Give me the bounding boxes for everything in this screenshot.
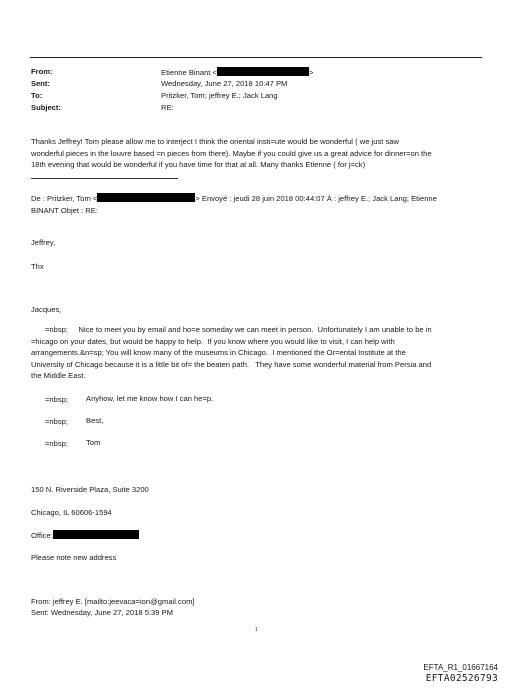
from-value [161, 67, 313, 77]
anyhow-line: Anyhow, let me know how I can he=p. [86, 394, 214, 403]
de-prefix: De : Pritzker, Tom < [31, 194, 98, 203]
redaction-bar [97, 193, 195, 202]
quoted-sent-line: Sent: Wednesday, June 27, 2018 5:39 PM [31, 608, 173, 617]
body-line: the Middle East. [31, 371, 86, 381]
redaction-bar [217, 67, 309, 76]
nbsp-marker: =nbsp; [45, 395, 69, 404]
address-line-1: 150 N. Riverside Plaza, Suite 3200 [31, 485, 149, 494]
from-value-suffix: > [308, 68, 314, 77]
separator-rule [31, 178, 178, 179]
footer-id-1: EFTA_R1_01667164 [423, 663, 498, 672]
footer-id-2: EFTA02526793 [425, 673, 498, 684]
redaction-bar [53, 530, 139, 539]
body-line: =nbsp; Nice to meet you by email and ho=e someday we can meet in person. Unfortunately I am unable to be in [45, 325, 432, 334]
de-suffix: > Envoyé : jeudi 28 juin 2018 00:44:07 À : jeffrey E.; Jack Lang; Etienne [195, 194, 437, 203]
forwarded-header [31, 193, 483, 216]
body-line: 18th evening that would be wonderful if you have time for that at all. Many thanks Etienne ( for j=ck) [31, 160, 366, 170]
body-line: arrangements.&n=sp; You will know many of the museums in Chicago. I mentioned the Or=ental Institute at the [31, 348, 406, 358]
forwarded-header-line-2: BINANT Objet : RE: [31, 205, 98, 215]
office-line [31, 530, 483, 542]
subject-label: Subject: [31, 103, 61, 112]
body-paragraph-1 [31, 136, 483, 171]
address-note: Please note new address [31, 553, 117, 562]
best-line: Best, [86, 416, 104, 425]
body-line: Thanks Jeffrey! Tom please allow me to interject I think the oriental insti=ute would be wonderful ( we just saw [31, 137, 399, 146]
body-line: wonderful pieces in the louvre based =n pieces from there). Maybe if you could give us a great advice for dinner=on the [31, 148, 432, 158]
subject-value: RE: [161, 103, 174, 112]
signature-name: Tom [86, 438, 101, 447]
main-paragraph [31, 324, 483, 382]
sent-value: Wednesday, June 27, 2018 10:47 PM [161, 79, 288, 88]
sent-label: Sent: [31, 79, 50, 88]
to-value: Pritzker, Tom; jeffrey E.; Jack Lang [161, 91, 278, 100]
office-label: Office: [31, 531, 53, 540]
page-number: 1 [255, 627, 258, 633]
from-value-prefix: Etienne Binant < [161, 68, 217, 77]
from-label: From: [31, 67, 53, 76]
quoted-from-line: From: jeffrey E. [mailto:jeevaca=ion@gmail.com] [31, 597, 195, 606]
greeting: Jeffrey, [31, 238, 56, 247]
nbsp-marker: =nbsp; [45, 439, 69, 448]
body-line: University of Chicago because it is a little bit of= the beaten path. They have some wonderful material from Persia and [31, 359, 432, 369]
body-line: =hicago on your dates, but would be happy to help. If you know where you would like to visit, I can help with [31, 336, 395, 346]
nbsp-marker: =nbsp; [45, 417, 69, 426]
header-rule [30, 57, 482, 58]
thx: Thx [31, 262, 44, 271]
forwarded-header-line-1 [31, 193, 483, 205]
to-label: To: [31, 91, 43, 100]
address-line-2: Chicago, IL 60606-1594 [31, 508, 112, 517]
salutation: Jacques, [31, 305, 62, 314]
